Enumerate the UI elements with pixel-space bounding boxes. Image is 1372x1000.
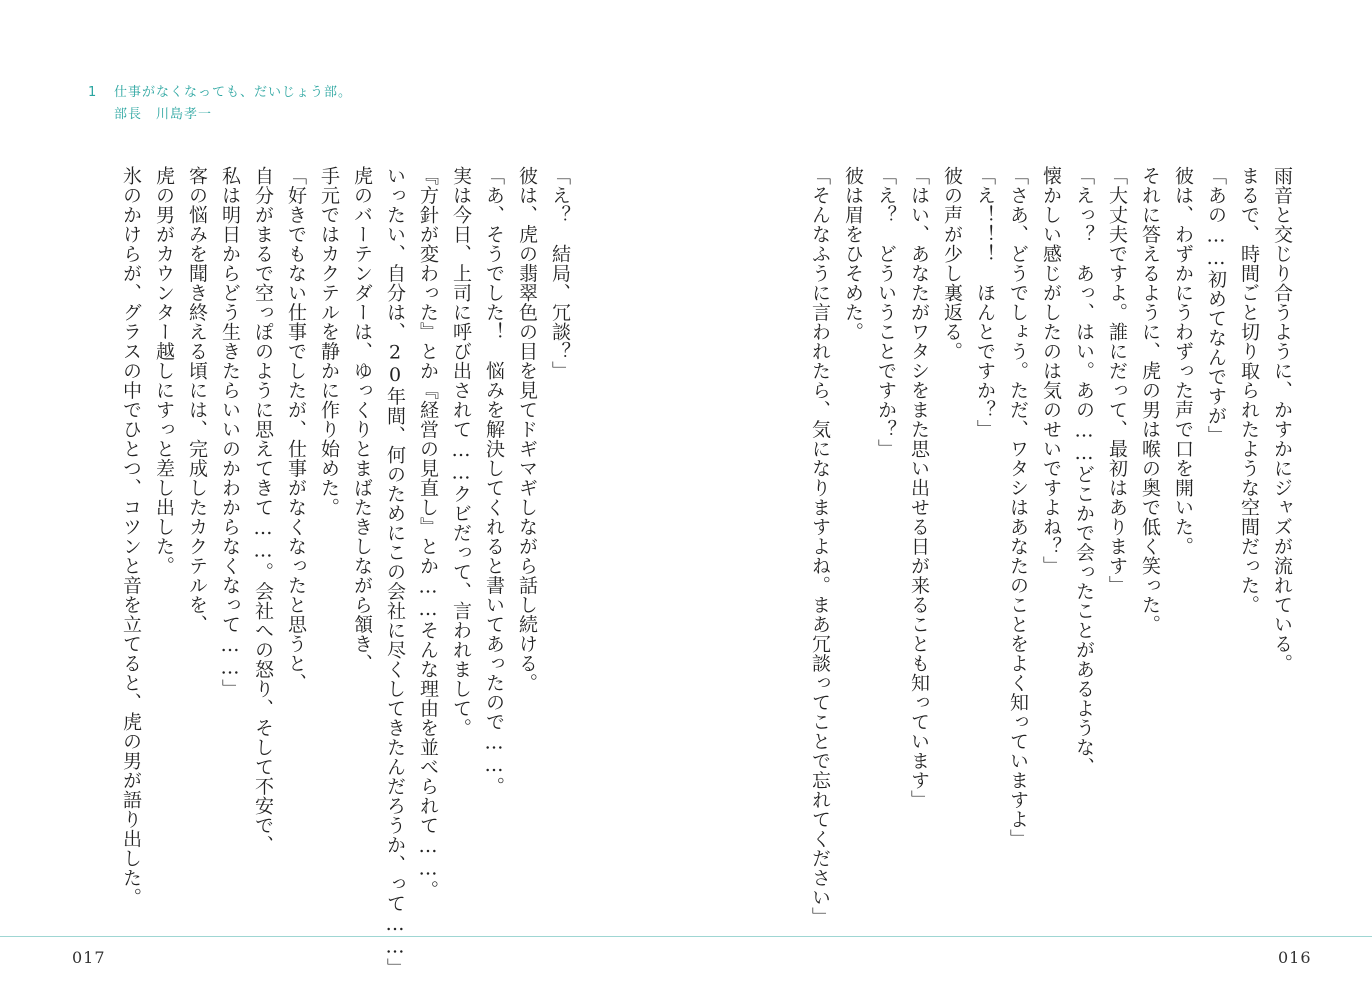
- text-line: それに答えるように、虎の男は喉の奥で低く笑った。: [1139, 166, 1161, 634]
- text-line: 『方針が変わった』とか『経営の見直し』とか……そんな理由を並べられて……。: [417, 166, 439, 900]
- page-number-right: 016: [1278, 948, 1312, 967]
- text-line: 雨音と交じり合うように、かすかにジャズが流れている。: [1271, 166, 1293, 673]
- text-line: 彼は、わずかにうわずった声で口を開いた。: [1172, 166, 1194, 556]
- text-line: 彼の声が少し裏返る。: [941, 166, 963, 361]
- text-line: 「はい、あなたがワタシをまた思い出せる日が来ることも知っています」: [908, 166, 930, 810]
- text-line: 「そんなふうに言われたら、気になりますよね。まあ冗談ってことで忘れてください」: [809, 166, 831, 927]
- text-line: 「え？ 結局、冗談？」: [549, 166, 571, 381]
- text-line: 実は今日、上司に呼び出されて……クビだって、言われまして。: [450, 166, 472, 738]
- page-number-left: 017: [72, 948, 106, 967]
- chapter-heading: [88, 82, 352, 126]
- text-line: 「あの……初めてなんですが」: [1205, 166, 1227, 445]
- text-line: 彼は、虎の翡翠色の目を見てドギマギしながら話し続ける。: [516, 166, 538, 693]
- text-line: まるで、時間ごと切り取られたような空間だった。: [1238, 166, 1260, 615]
- footer-rule: [0, 936, 1372, 937]
- text-line: 自分がまるで空っぽのように思えてきて……。会社への怒り、そして不安で、: [252, 166, 274, 855]
- text-line: 「大丈夫ですよ。誰にだって、最初はあります」: [1106, 166, 1128, 595]
- chapter-author-row: [88, 104, 352, 126]
- chapter-title-row: [88, 82, 352, 104]
- text-line: 虎のバーテンダーは、ゆっくりとまばたきしながら頷き、: [351, 166, 373, 673]
- text-line: 氷のかけらが、グラスの中でひとつ、コツンと音を立てると、虎の男が語り出した。: [120, 166, 142, 907]
- text-line: 虎の男がカウンター越しにすっと差し出した。: [153, 166, 175, 576]
- right-page: [686, 0, 1372, 1000]
- left-page-body: [114, 166, 576, 978]
- chapter-number: 1: [88, 85, 98, 100]
- text-line: 「好きでもない仕事でしたが、仕事がなくなったと思うと、: [285, 166, 307, 693]
- text-line: 客の悩みを聞き終える頃には、完成したカクテルを、: [186, 166, 208, 634]
- text-line: 懐かしい感じがしたのは気のせいですよね？」: [1040, 166, 1062, 576]
- text-line: いったい、自分は、20年間、何のためにこの会社に尽くしてきたんだろうか、って……」: [384, 166, 406, 978]
- text-line: 「えっ？ あっ、はい。あの……どこかで会ったことがあるような、: [1073, 166, 1095, 777]
- text-line: 手元ではカクテルを静かに作り始めた。: [318, 166, 340, 517]
- text-line: 私は明日からどう生きたらいいのかわからなくなって……」: [219, 166, 241, 699]
- text-line: 「あ、そうでした！ 悩みを解決してくれると書いてあったので……。: [483, 166, 505, 796]
- text-line: 「え！！！ ほんとですか？」: [974, 166, 996, 439]
- text-line: 彼は眉をひそめた。: [842, 166, 864, 342]
- chapter-author: 部長 川島孝一: [114, 107, 213, 122]
- text-line: 「え？ どういうことですか？」: [875, 166, 897, 459]
- right-page-body: [803, 166, 1298, 927]
- text-line: 「さあ、どうでしょう。ただ、ワタシはあなたのことをよく知っていますよ」: [1007, 166, 1029, 849]
- chapter-title: 仕事がなくなっても、だいじょう部。: [114, 85, 353, 100]
